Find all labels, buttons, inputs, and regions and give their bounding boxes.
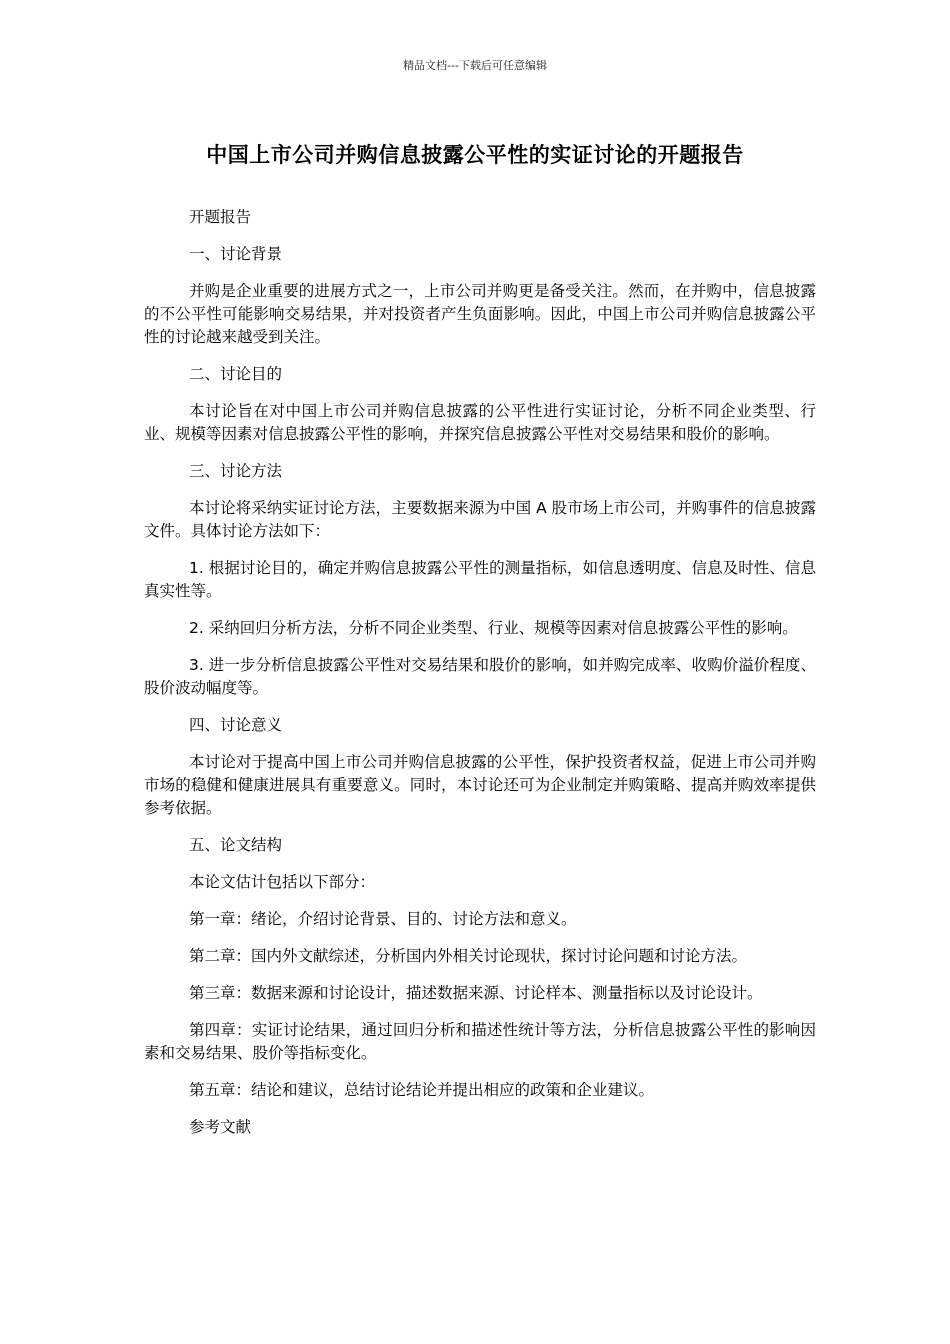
document-body	[144, 206, 816, 1153]
chapter-item: 第五章：结论和建议，总结讨论结论并提出相应的政策和企业建议。	[189, 1081, 655, 1099]
paragraph: 本论文估计包括以下部分：	[189, 873, 376, 891]
paragraph: 开题报告	[189, 208, 252, 226]
document-title: 中国上市公司并购信息披露公平性的实证讨论的开题报告	[206, 143, 744, 167]
section-heading: 参考文献	[189, 1118, 252, 1136]
list-item: 3. 进一步分析信息披露公平性对交易结果和股价的影响，如并购完成率、收购价溢价程度、股价波动幅度等。	[144, 656, 816, 697]
paragraph: 本讨论旨在对中国上市公司并购信息披露的公平性进行实证讨论，分析不同企业类型、行业、规模等因素对信息披露公平性的影响，并探究信息披露公平性对交易结果和股价的影响。	[144, 402, 816, 443]
header-note: 精品文档---下载后可任意编辑	[403, 59, 547, 72]
list-item: 1. 根据讨论目的，确定并购信息披露公平性的测量指标，如信息透明度、信息及时性、信息真实性等。	[144, 559, 816, 600]
chapter-item: 第四章：实证讨论结果，通过回归分析和描述性统计等方法，分析信息披露公平性的影响因素和交易结果、股价等指标变化。	[144, 1021, 816, 1062]
section-heading: 五、论文结构	[189, 836, 283, 854]
section-heading: 二、讨论目的	[189, 365, 283, 383]
section-heading: 四、讨论意义	[189, 716, 283, 734]
paragraph: 并购是企业重要的进展方式之一，上市公司并购更是备受关注。然而，在并购中，信息披露的不公平性可能影响交易结果，并对投资者产生负面影响。因此，中国上市公司并购信息披露公平性的讨论越来越受到关注。	[144, 282, 816, 346]
section-heading: 一、讨论背景	[189, 245, 283, 263]
paragraph: 本讨论对于提高中国上市公司并购信息披露的公平性，保护投资者权益，促进上市公司并购市场的稳健和健康进展具有重要意义。同时，本讨论还可为企业制定并购策略、提高并购效率提供参考依据。	[144, 753, 816, 817]
chapter-item: 第二章：国内外文献综述，分析国内外相关讨论现状，探讨讨论问题和讨论方法。	[189, 947, 748, 965]
paragraph: 本讨论将采纳实证讨论方法，主要数据来源为中国 A 股市场上市公司，并购事件的信息披露文件。具体讨论方法如下：	[144, 499, 816, 540]
chapter-item: 第三章：数据来源和讨论设计，描述数据来源、讨论样本、测量指标以及讨论设计。	[189, 984, 763, 1002]
chapter-item: 第一章：绪论，介绍讨论背景、目的、讨论方法和意义。	[189, 910, 577, 928]
section-heading: 三、讨论方法	[189, 462, 283, 480]
list-item: 2. 采纳回归分析方法，分析不同企业类型、行业、规模等因素对信息披露公平性的影响。	[189, 619, 798, 637]
